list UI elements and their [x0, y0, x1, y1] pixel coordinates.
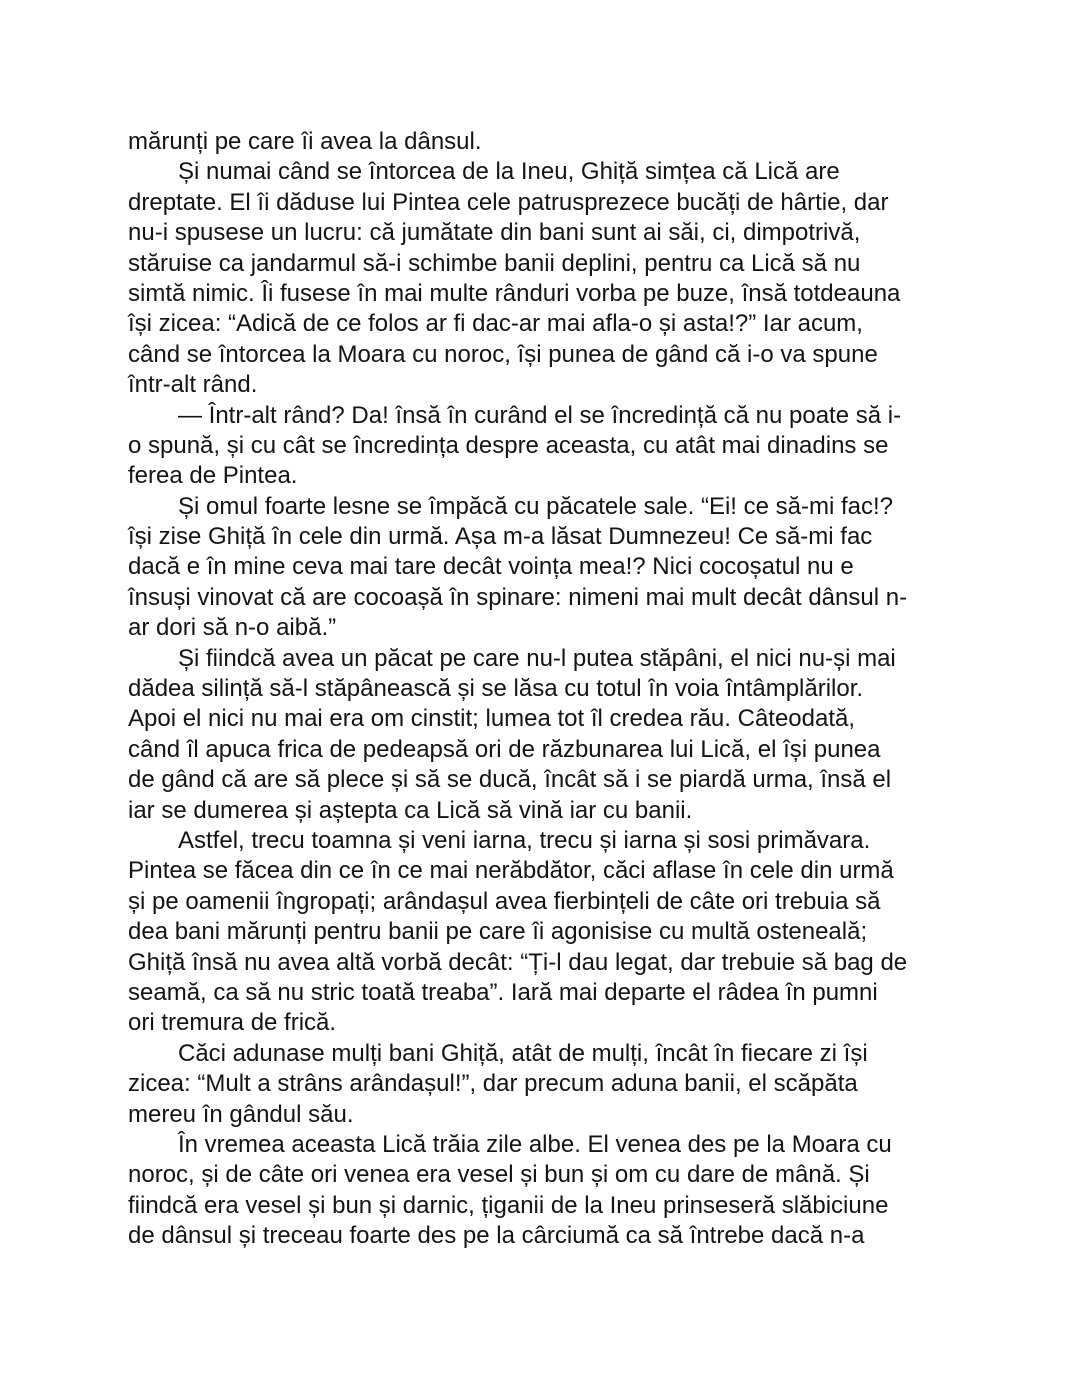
text-line: mărunți pe care îi avea la dânsul. — [128, 128, 482, 155]
text-line: simtă nimic. Îi fusese în mai multe rânduri vorba pe buze, însă totdeauna — [128, 279, 901, 307]
text-line: nu-i spusese un lucru: că jumătate din bani sunt ai săi, ci, dimpotrivă, — [128, 219, 861, 247]
text-line: Pintea se făcea din ce în ce mai nerăbdător, căci aflase în cele din urmă — [128, 857, 894, 885]
text-line: însuși vinovat că are cocoașă în spinare: nimeni mai mult decât dânsul n- — [128, 583, 908, 611]
text-line: ar dori să n-o aibă.” — [128, 614, 337, 642]
text-line: zicea: “Mult a strâns arândașul!”, dar precum aduna banii, el scăpăta — [128, 1070, 858, 1098]
text-line: dacă e în mine ceva mai tare decât voința mea!? Nici cocoșatul nu e — [128, 553, 854, 581]
text-line: stăruise ca jandarmul să-i schimbe banii deplini, pentru ca Lică să nu — [128, 249, 861, 277]
paragraph-first-line: — Într-alt rând? Da! însă în curând el se încredință că nu poate să i- — [178, 401, 902, 429]
text-line: dreptate. El îi dăduse lui Pintea cele patrusprezece bucăți de hârtie, dar — [128, 188, 889, 216]
paragraph-first-line: În vremea aceasta Lică trăia zile albe. El venea des pe la Moara cu — [178, 1130, 892, 1158]
text-line: ferea de Pintea. — [128, 462, 298, 490]
text-line: o spună, și cu cât se încredința despre aceasta, cu atât mai dinadins se — [128, 431, 889, 459]
text-line: fiindcă era vesel și bun și darnic, țiganii de la Ineu prinseseră slăbiciune — [128, 1191, 889, 1219]
text-line: își zicea: “Adică de ce folos ar fi dac-ar mai afla-o și asta!?” Iar acum, — [128, 310, 863, 338]
text-line: seamă, ca să nu stric toată treaba”. Iară mai departe el râdea în pumni — [128, 978, 878, 1006]
text-line: și pe oamenii îngropați; arândașul avea fierbințeli de câte ori trebuia să — [128, 887, 881, 915]
paragraph-first-line: Căci adunase mulți bani Ghiță, atât de mulți, încât în fiecare zi își — [178, 1039, 868, 1067]
document-page — [128, 127, 958, 1251]
text-line: când se întorcea la Moara cu noroc, își punea de gând că i-o va spune — [128, 340, 878, 368]
text-line: iar se dumerea și aștepta ca Lică să vină iar cu banii. — [128, 796, 693, 824]
text-line: într-alt rând. — [128, 371, 258, 399]
text-line: mereu în gândul său. — [128, 1100, 354, 1128]
text-line: își zise Ghiță în cele din urmă. Așa m-a lăsat Dumnezeu! Ce să-mi fac — [128, 523, 873, 551]
text-line: Ghiță însă nu avea altă vorbă decât: “Ți-l dau legat, dar trebuie să bag de — [128, 948, 908, 976]
text-line: dea bani mărunți pentru banii pe care îi agonisise cu multă osteneală; — [128, 918, 868, 946]
paragraph-first-line: Și omul foarte lesne se împăcă cu păcatele sale. “Ei! ce să-mi fac!? — [178, 492, 893, 520]
paragraph-first-line: Astfel, trecu toamna și veni iarna, trecu și iarna și sosi primăvara. — [178, 826, 871, 854]
text-line: când îl apuca frica de pedeapsă ori de răzbunarea lui Lică, el își punea — [128, 735, 881, 763]
text-line: dădea silință să-l stăpânească și se lăsa cu totul în voia întâmplărilor. — [128, 675, 864, 703]
text-line: noroc, și de câte ori venea era vesel și bun și om cu dare de mână. Și — [128, 1161, 870, 1189]
paragraph-first-line: Și fiindcă avea un păcat pe care nu-l putea stăpâni, el nici nu-și mai — [178, 644, 896, 672]
text-line: de dânsul și treceau foarte des pe la cârciumă ca să întrebe dacă n-a — [128, 1222, 865, 1250]
text-line: Apoi el nici nu mai era om cinstit; lumea tot îl credea rău. Câteodată, — [128, 705, 856, 733]
text-line: de gând că are să plece și să se ducă, încât să i se piardă urma, însă el — [128, 766, 892, 794]
paragraph-first-line: Și numai când se întorcea de la Ineu, Ghiță simțea că Lică are — [178, 158, 840, 186]
text-line: ori tremura de frică. — [128, 1009, 337, 1037]
